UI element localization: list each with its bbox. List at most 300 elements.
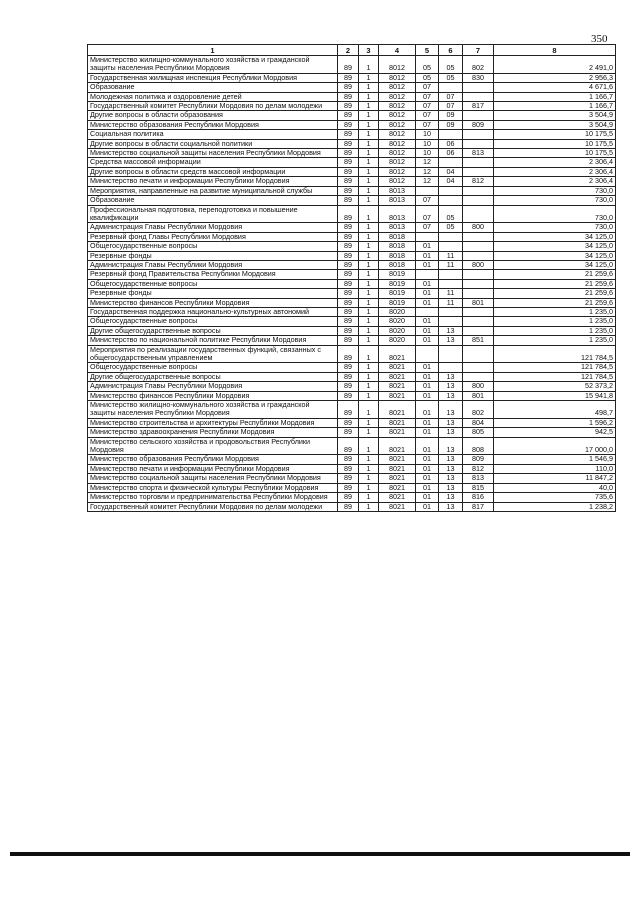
expense-type-cell <box>463 289 494 298</box>
section-cell: 01 <box>416 251 439 260</box>
section-cell: 07 <box>416 196 439 205</box>
expense-type-cell: 809 <box>463 455 494 464</box>
target-code-cell: 8020 <box>379 336 416 345</box>
section-cell: 01 <box>416 363 439 372</box>
section-cell: 10 <box>416 139 439 148</box>
code-cell: 1 <box>359 130 379 139</box>
target-code-cell: 8012 <box>379 92 416 101</box>
subsection-cell: 13 <box>439 418 463 427</box>
row-name-cell: Другие вопросы в области социальной политики <box>88 139 338 148</box>
row-name-cell: Министерство торговли и предпринимательства Республики Мордовия <box>88 493 338 502</box>
section-cell: 07 <box>416 92 439 101</box>
section-cell: 10 <box>416 130 439 139</box>
code-cell: 89 <box>338 167 359 176</box>
section-cell <box>416 232 439 241</box>
amount-cell: 52 373,2 <box>494 382 616 391</box>
amount-cell: 730,0 <box>494 205 616 223</box>
subsection-cell: 13 <box>439 464 463 473</box>
table-row <box>88 242 616 251</box>
code-cell: 1 <box>359 391 379 400</box>
target-code-cell: 8012 <box>379 167 416 176</box>
expense-type-cell: 830 <box>463 73 494 82</box>
subsection-cell: 05 <box>439 205 463 223</box>
table-row <box>88 372 616 381</box>
expense-type-cell <box>463 363 494 372</box>
section-cell: 12 <box>416 177 439 186</box>
subsection-cell <box>439 130 463 139</box>
row-name-cell: Государственная поддержка национально-культурных автономий <box>88 307 338 316</box>
table-row <box>88 326 616 335</box>
section-cell: 07 <box>416 111 439 120</box>
table-row <box>88 336 616 345</box>
section-cell: 01 <box>416 260 439 269</box>
expense-type-cell <box>463 186 494 195</box>
row-name-cell: Государственный комитет Республики Мордовия по делам молодежи <box>88 102 338 111</box>
row-name-cell: Министерство финансов Республики Мордовия <box>88 391 338 400</box>
code-cell: 89 <box>338 92 359 101</box>
subsection-cell: 13 <box>439 493 463 502</box>
row-name-cell: Министерство спорта и физической культуры Республики Мордовия <box>88 483 338 492</box>
section-cell: 01 <box>416 502 439 511</box>
subsection-cell: 07 <box>439 92 463 101</box>
section-cell <box>416 186 439 195</box>
row-name-cell: Другие общегосударственные вопросы <box>88 372 338 381</box>
code-cell: 89 <box>338 382 359 391</box>
code-cell: 89 <box>338 317 359 326</box>
code-cell: 1 <box>359 120 379 129</box>
subsection-cell: 13 <box>439 455 463 464</box>
row-name-cell: Другие вопросы в области образования <box>88 111 338 120</box>
section-cell: 01 <box>416 279 439 288</box>
expense-type-cell <box>463 196 494 205</box>
section-cell: 12 <box>416 158 439 167</box>
code-cell: 1 <box>359 196 379 205</box>
code-cell: 1 <box>359 92 379 101</box>
code-cell: 1 <box>359 336 379 345</box>
subsection-cell: 11 <box>439 260 463 269</box>
amount-cell: 121 784,5 <box>494 363 616 372</box>
subsection-cell: 09 <box>439 120 463 129</box>
code-cell: 1 <box>359 382 379 391</box>
section-cell: 07 <box>416 205 439 223</box>
subsection-cell: 04 <box>439 177 463 186</box>
amount-cell: 942,5 <box>494 428 616 437</box>
expense-type-cell: 813 <box>463 474 494 483</box>
row-name-cell: Министерство финансов Республики Мордовия <box>88 298 338 307</box>
target-code-cell: 8013 <box>379 186 416 195</box>
expense-type-cell: 800 <box>463 382 494 391</box>
amount-cell: 4 671,6 <box>494 83 616 92</box>
code-cell: 1 <box>359 167 379 176</box>
code-cell: 1 <box>359 83 379 92</box>
row-name-cell: Министерство образования Республики Мордовия <box>88 120 338 129</box>
expense-type-cell: 809 <box>463 120 494 129</box>
section-cell: 05 <box>416 56 439 74</box>
code-cell: 1 <box>359 363 379 372</box>
section-cell: 07 <box>416 120 439 129</box>
target-code-cell: 8019 <box>379 270 416 279</box>
expense-type-cell: 804 <box>463 418 494 427</box>
target-code-cell: 8018 <box>379 251 416 260</box>
row-name-cell: Другие общегосударственные вопросы <box>88 326 338 335</box>
target-code-cell: 8020 <box>379 317 416 326</box>
section-cell: 01 <box>416 372 439 381</box>
code-cell: 89 <box>338 260 359 269</box>
amount-cell: 730,0 <box>494 186 616 195</box>
target-code-cell: 8012 <box>379 102 416 111</box>
table-row <box>88 120 616 129</box>
code-cell: 1 <box>359 493 379 502</box>
amount-cell: 121 784,5 <box>494 372 616 381</box>
subsection-cell <box>439 317 463 326</box>
code-cell: 89 <box>338 251 359 260</box>
amount-cell: 1 166,7 <box>494 102 616 111</box>
expense-type-cell: 812 <box>463 464 494 473</box>
amount-cell: 1 235,0 <box>494 317 616 326</box>
subsection-cell: 05 <box>439 223 463 232</box>
table-row <box>88 92 616 101</box>
target-code-cell: 8021 <box>379 493 416 502</box>
code-cell: 89 <box>338 418 359 427</box>
code-cell: 1 <box>359 345 379 363</box>
row-name-cell: Министерство сельского хозяйства и продовольствия Республики Мордовия <box>88 437 338 455</box>
target-code-cell: 8018 <box>379 260 416 269</box>
table-row <box>88 251 616 260</box>
code-cell: 1 <box>359 464 379 473</box>
code-cell: 89 <box>338 474 359 483</box>
target-code-cell: 8012 <box>379 120 416 129</box>
row-name-cell: Министерство печати и информации Республики Мордовия <box>88 177 338 186</box>
code-cell: 1 <box>359 149 379 158</box>
code-cell: 1 <box>359 158 379 167</box>
code-cell: 89 <box>338 391 359 400</box>
amount-cell: 15 941,8 <box>494 391 616 400</box>
table-row <box>88 474 616 483</box>
row-name-cell: Администрация Главы Республики Мордовия <box>88 260 338 269</box>
code-cell: 89 <box>338 139 359 148</box>
code-cell: 1 <box>359 455 379 464</box>
code-cell: 1 <box>359 317 379 326</box>
expense-type-cell <box>463 158 494 167</box>
target-code-cell: 8013 <box>379 205 416 223</box>
table-row <box>88 130 616 139</box>
code-cell: 89 <box>338 73 359 82</box>
expense-type-cell <box>463 242 494 251</box>
table-row <box>88 307 616 316</box>
subsection-cell: 11 <box>439 298 463 307</box>
table-row <box>88 223 616 232</box>
code-cell: 1 <box>359 186 379 195</box>
table-row <box>88 260 616 269</box>
table-row <box>88 149 616 158</box>
code-cell: 1 <box>359 326 379 335</box>
section-cell: 01 <box>416 401 439 419</box>
row-name-cell: Резервные фонды <box>88 251 338 260</box>
amount-cell: 11 847,2 <box>494 474 616 483</box>
code-cell: 89 <box>338 111 359 120</box>
subsection-cell: 13 <box>439 437 463 455</box>
amount-cell: 1 235,0 <box>494 307 616 316</box>
subsection-cell <box>439 270 463 279</box>
target-code-cell: 8012 <box>379 149 416 158</box>
subsection-cell: 13 <box>439 428 463 437</box>
code-cell: 89 <box>338 242 359 251</box>
amount-cell: 34 125,0 <box>494 232 616 241</box>
row-name-cell: Социальная политика <box>88 130 338 139</box>
amount-cell: 1 546,9 <box>494 455 616 464</box>
expense-type-cell <box>463 83 494 92</box>
code-cell: 89 <box>338 401 359 419</box>
expense-type-cell: 801 <box>463 298 494 307</box>
subsection-cell: 13 <box>439 382 463 391</box>
amount-cell: 1 166,7 <box>494 92 616 101</box>
table-row <box>88 317 616 326</box>
subsection-cell <box>439 196 463 205</box>
target-code-cell: 8021 <box>379 428 416 437</box>
expense-type-cell: 812 <box>463 177 494 186</box>
target-code-cell: 8021 <box>379 345 416 363</box>
column-header: 2 <box>338 45 359 56</box>
code-cell: 89 <box>338 223 359 232</box>
section-cell: 01 <box>416 464 439 473</box>
code-cell: 89 <box>338 279 359 288</box>
target-code-cell: 8021 <box>379 363 416 372</box>
target-code-cell: 8013 <box>379 223 416 232</box>
row-name-cell: Молодежная политика и оздоровление детей <box>88 92 338 101</box>
amount-cell: 34 125,0 <box>494 251 616 260</box>
row-name-cell: Министерство социальной защиты населения Республики Мордовия <box>88 149 338 158</box>
code-cell: 1 <box>359 242 379 251</box>
subsection-cell: 13 <box>439 391 463 400</box>
amount-cell: 2 306,4 <box>494 167 616 176</box>
expense-type-cell <box>463 130 494 139</box>
row-name-cell: Государственный комитет Республики Мордовия по делам молодежи <box>88 502 338 511</box>
target-code-cell: 8012 <box>379 83 416 92</box>
expense-type-cell <box>463 317 494 326</box>
amount-cell: 34 125,0 <box>494 242 616 251</box>
amount-cell: 121 784,5 <box>494 345 616 363</box>
subsection-cell: 07 <box>439 102 463 111</box>
row-name-cell: Министерство строительства и архитектуры Республики Мордовия <box>88 418 338 427</box>
table-row <box>88 205 616 223</box>
expense-type-cell <box>463 279 494 288</box>
table-row <box>88 437 616 455</box>
subsection-cell: 13 <box>439 401 463 419</box>
row-name-cell: Мероприятия, направленные на развитие муниципальной службы <box>88 186 338 195</box>
subsection-cell <box>439 345 463 363</box>
row-name-cell: Общегосударственные вопросы <box>88 363 338 372</box>
target-code-cell: 8021 <box>379 502 416 511</box>
subsection-cell <box>439 307 463 316</box>
code-cell: 89 <box>338 120 359 129</box>
amount-cell: 1 235,0 <box>494 326 616 335</box>
table-row <box>88 83 616 92</box>
expense-type-cell <box>463 139 494 148</box>
subsection-cell: 13 <box>439 502 463 511</box>
code-cell: 1 <box>359 428 379 437</box>
expense-type-cell: 813 <box>463 149 494 158</box>
section-cell: 01 <box>416 242 439 251</box>
code-cell: 89 <box>338 196 359 205</box>
subsection-cell: 13 <box>439 326 463 335</box>
table-row <box>88 298 616 307</box>
target-code-cell: 8012 <box>379 177 416 186</box>
code-cell: 89 <box>338 56 359 74</box>
code-cell: 1 <box>359 270 379 279</box>
column-header: 1 <box>88 45 338 56</box>
row-name-cell: Профессиональная подготовка, переподготовка и повышение квалификации <box>88 205 338 223</box>
subsection-cell <box>439 186 463 195</box>
row-name-cell: Общегосударственные вопросы <box>88 279 338 288</box>
section-cell: 01 <box>416 289 439 298</box>
subsection-cell: 11 <box>439 251 463 260</box>
table-row <box>88 232 616 241</box>
code-cell: 89 <box>338 158 359 167</box>
table-row <box>88 345 616 363</box>
expense-type-cell: 851 <box>463 336 494 345</box>
amount-cell: 498,7 <box>494 401 616 419</box>
table-row <box>88 73 616 82</box>
expense-type-cell <box>463 251 494 260</box>
code-cell: 1 <box>359 177 379 186</box>
code-cell: 89 <box>338 270 359 279</box>
section-cell: 07 <box>416 83 439 92</box>
amount-cell: 2 491,0 <box>494 56 616 74</box>
amount-cell: 3 504,9 <box>494 120 616 129</box>
target-code-cell: 8021 <box>379 455 416 464</box>
subsection-cell: 11 <box>439 289 463 298</box>
row-name-cell: Государственная жилищная инспекция Республики Мордовия <box>88 73 338 82</box>
amount-cell: 2 306,4 <box>494 158 616 167</box>
code-cell: 89 <box>338 149 359 158</box>
target-code-cell: 8021 <box>379 483 416 492</box>
expense-type-cell: 817 <box>463 502 494 511</box>
row-name-cell: Мероприятия по реализации государственных функций, связанных с общегосударственным управлением <box>88 345 338 363</box>
expense-type-cell <box>463 326 494 335</box>
code-cell: 89 <box>338 326 359 335</box>
expense-type-cell: 801 <box>463 391 494 400</box>
code-cell: 1 <box>359 232 379 241</box>
target-code-cell: 8021 <box>379 372 416 381</box>
code-cell: 1 <box>359 279 379 288</box>
subsection-cell <box>439 242 463 251</box>
target-code-cell: 8021 <box>379 464 416 473</box>
row-name-cell: Министерство жилищно-коммунального хозяйства и гражданской защиты населения Республики Мордовия <box>88 56 338 74</box>
expense-type-cell: 800 <box>463 223 494 232</box>
row-name-cell: Общегосударственные вопросы <box>88 317 338 326</box>
target-code-cell: 8012 <box>379 139 416 148</box>
table-row <box>88 56 616 74</box>
table-row <box>88 428 616 437</box>
amount-cell: 10 175,5 <box>494 139 616 148</box>
amount-cell: 21 259,6 <box>494 298 616 307</box>
amount-cell: 17 000,0 <box>494 437 616 455</box>
code-cell: 1 <box>359 73 379 82</box>
code-cell: 89 <box>338 177 359 186</box>
amount-cell: 1 596,2 <box>494 418 616 427</box>
subsection-cell: 13 <box>439 336 463 345</box>
section-cell: 12 <box>416 167 439 176</box>
code-cell: 89 <box>338 232 359 241</box>
code-cell: 1 <box>359 289 379 298</box>
subsection-cell: 13 <box>439 483 463 492</box>
code-cell: 89 <box>338 502 359 511</box>
row-name-cell: Министерство социальной защиты населения Республики Мордовия <box>88 474 338 483</box>
code-cell: 89 <box>338 307 359 316</box>
expense-type-cell <box>463 372 494 381</box>
table-row <box>88 167 616 176</box>
subsection-cell <box>439 363 463 372</box>
amount-cell: 2 306,4 <box>494 177 616 186</box>
expense-type-cell: 800 <box>463 260 494 269</box>
target-code-cell: 8012 <box>379 158 416 167</box>
subsection-cell <box>439 232 463 241</box>
amount-cell: 735,6 <box>494 493 616 502</box>
subsection-cell: 13 <box>439 474 463 483</box>
subsection-cell: 05 <box>439 73 463 82</box>
code-cell: 1 <box>359 307 379 316</box>
expense-type-cell: 817 <box>463 102 494 111</box>
target-code-cell: 8021 <box>379 391 416 400</box>
amount-cell: 10 175,5 <box>494 149 616 158</box>
section-cell: 01 <box>416 382 439 391</box>
subsection-cell <box>439 83 463 92</box>
column-header: 7 <box>463 45 494 56</box>
table-row <box>88 102 616 111</box>
code-cell: 89 <box>338 372 359 381</box>
code-cell: 89 <box>338 336 359 345</box>
subsection-cell: 09 <box>439 111 463 120</box>
target-code-cell: 8020 <box>379 326 416 335</box>
section-cell: 07 <box>416 102 439 111</box>
column-header: 6 <box>439 45 463 56</box>
target-code-cell: 8012 <box>379 56 416 74</box>
section-cell: 01 <box>416 391 439 400</box>
code-cell: 1 <box>359 298 379 307</box>
code-cell: 1 <box>359 474 379 483</box>
column-header: 3 <box>359 45 379 56</box>
table-row <box>88 270 616 279</box>
target-code-cell: 8012 <box>379 130 416 139</box>
code-cell: 89 <box>338 289 359 298</box>
amount-cell: 3 504,9 <box>494 111 616 120</box>
subsection-cell <box>439 158 463 167</box>
row-name-cell: Резервные фонды <box>88 289 338 298</box>
target-code-cell: 8013 <box>379 196 416 205</box>
section-cell: 01 <box>416 455 439 464</box>
section-cell: 01 <box>416 437 439 455</box>
table-row <box>88 279 616 288</box>
amount-cell: 34 125,0 <box>494 260 616 269</box>
row-name-cell: Другие вопросы в области средств массовой информации <box>88 167 338 176</box>
row-name-cell: Общегосударственные вопросы <box>88 242 338 251</box>
section-cell: 01 <box>416 418 439 427</box>
expense-type-cell <box>463 270 494 279</box>
expense-type-cell: 802 <box>463 56 494 74</box>
target-code-cell: 8020 <box>379 307 416 316</box>
code-cell: 1 <box>359 401 379 419</box>
code-cell: 1 <box>359 56 379 74</box>
target-code-cell: 8021 <box>379 474 416 483</box>
code-cell: 1 <box>359 372 379 381</box>
amount-cell: 730,0 <box>494 196 616 205</box>
subsection-cell: 04 <box>439 167 463 176</box>
expense-type-cell <box>463 232 494 241</box>
row-name-cell: Министерство по национальной политике Республики Мордовия <box>88 336 338 345</box>
expense-type-cell: 815 <box>463 483 494 492</box>
target-code-cell: 8019 <box>379 289 416 298</box>
row-name-cell: Администрация Главы Республики Мордовия <box>88 223 338 232</box>
